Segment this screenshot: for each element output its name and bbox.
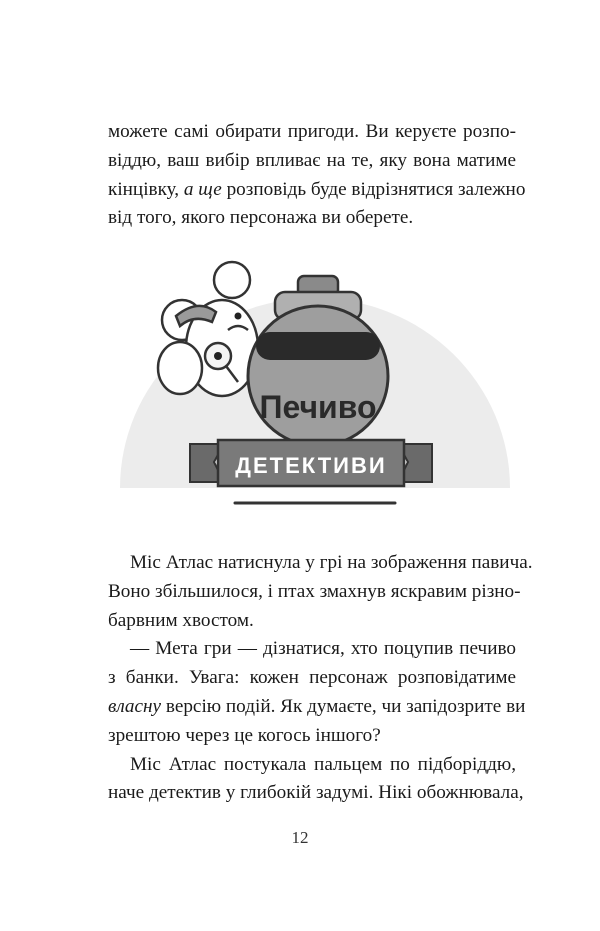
cookie-detectives-illustration	[110, 258, 520, 510]
text-segment: розповідь буде відрізнятися залежно	[226, 178, 526, 200]
cookie-jar-icon	[248, 276, 388, 446]
text-line: Міс Атлас постукала пальцем по підборіддю,	[130, 753, 516, 775]
text-line	[108, 693, 526, 722]
text-line: Воно збільшилося, і птах змахнув яскравим різно-	[108, 580, 521, 602]
page-number: 12	[291, 828, 309, 847]
italic-emphasis: власну	[108, 695, 162, 717]
italic-emphasis: а ще	[183, 178, 222, 200]
top-paragraph	[108, 118, 526, 233]
jar-label: Печиво	[259, 389, 377, 425]
text-line	[108, 176, 526, 205]
text-line: наче детектив у глибокій задумі. Нікі обожнювала,	[108, 782, 524, 804]
title-banner	[190, 440, 432, 486]
text-line: Міс Атлас натиснула у грі на зображення павича.	[130, 552, 533, 573]
text-line: — Мета гри — дізнатися, хто поцупив печиво	[130, 638, 516, 660]
text-line: можете самі обирати пригоди. Ви керуєте розпо-	[108, 121, 516, 142]
illustration-svg	[110, 258, 520, 510]
text-line: зрештою через це когось іншого?	[108, 724, 381, 746]
body-text	[108, 549, 533, 808]
text-segment: версію подій. Як думаєте, чи запідозрите ви	[165, 695, 526, 717]
banner-label: ДЕТЕКТИВИ	[235, 453, 387, 478]
text-line: барвним хвостом.	[108, 609, 254, 631]
text-segment: кінцівку,	[108, 178, 180, 200]
mouse-detective-icon	[158, 262, 258, 396]
text-line: з банки. Увага: кожен персонаж розповідатиме	[108, 667, 516, 689]
text-line: віддю, ваш вибір впливає на те, яку вона матиме	[108, 149, 516, 171]
text-line: від того, якого персонажа ви оберете.	[108, 207, 414, 229]
